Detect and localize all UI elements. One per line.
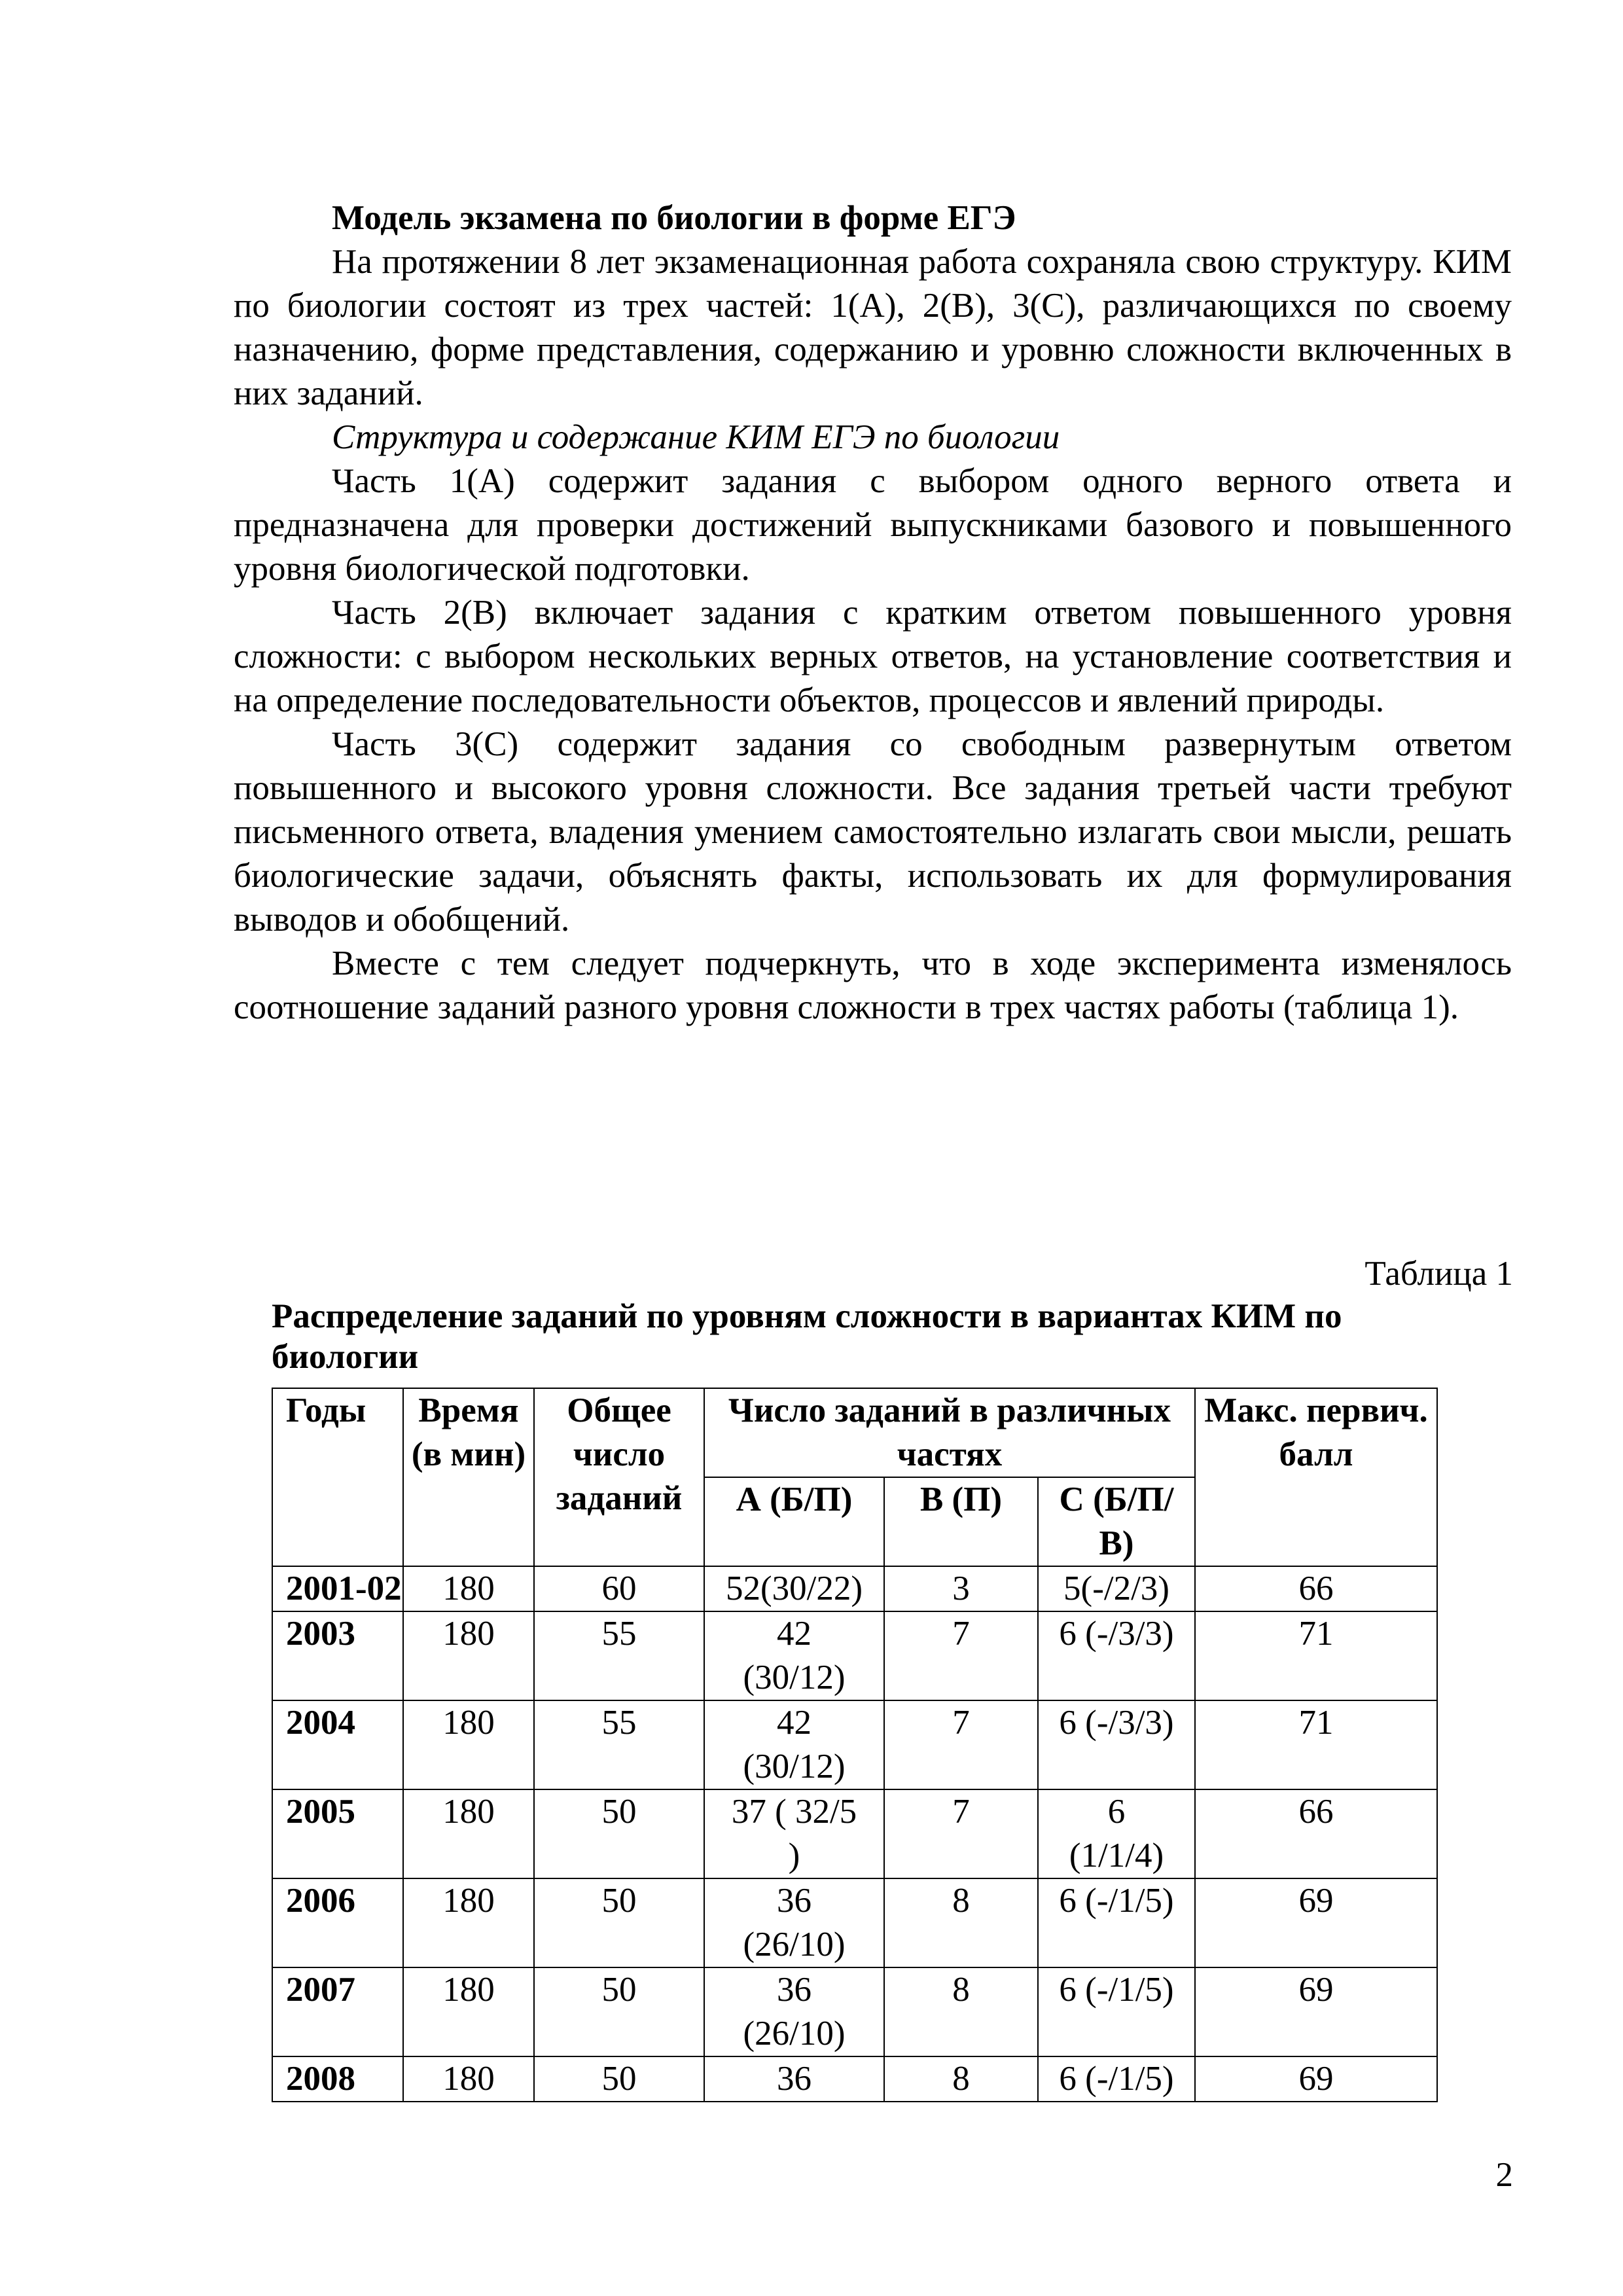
cell-total: 55 (534, 1700, 704, 1789)
paragraph-5: Вместе с тем следует подчеркнуть, что в ходе эксперимента изменялось соотношение заданий разного уровня сложности в трех частях работы (таблица 1). (234, 944, 1512, 1026)
cell-time: 180 (403, 1611, 534, 1700)
header-years: Годы (272, 1388, 403, 1566)
cell-year: 2007 (272, 1967, 403, 2056)
cell-time: 180 (403, 1566, 534, 1611)
cell-part-c-line1: 6 (-/3/3) (1059, 1704, 1174, 1742)
cell-time: 180 (403, 2056, 534, 2102)
cell-time: 180 (403, 1789, 534, 1878)
cell-year: 2003 (272, 1611, 403, 1700)
paragraph-3: Часть 2(В) включает задания с кратким ответом повышенного уровня сложности: с выбором нескольких верных ответов, на установление соответствия и на определение последовательности объектов, процессов и явлений природы. (234, 594, 1512, 719)
cell-part-b: 8 (884, 1967, 1038, 2056)
paragraph-1: На протяжении 8 лет экзаменационная работа сохраняла свою структуру. КИМ по биологии состоят из трех частей: 1(А), 2(В), 3(С), различающихся по своему назначению, форме представления, содержанию и уровню сложности включенных в них заданий. (234, 243, 1512, 412)
table-label: Таблица 1 (1364, 1255, 1513, 1293)
cell-part-a-line1: 52(30/22) (725, 1570, 863, 1607)
cell-part-a-line2: ) (788, 1837, 800, 1874)
section-subtitle: Структура и содержание КИМ ЕГЭ по биологии (332, 418, 1060, 456)
cell-part-a-line1: 37 ( 32/5 (731, 1793, 857, 1831)
table-row (272, 1611, 1437, 1700)
cell-score: 71 (1195, 1700, 1437, 1789)
cell-part-a (704, 1789, 884, 1878)
paragraph-2: Часть 1(А) содержит задания с выбором одного верного ответа и предназначена для проверки достижений выпускниками базового и повышенного уровня биологической подготовки. (234, 462, 1512, 588)
page-number: 2 (1495, 2156, 1513, 2194)
cell-part-a-line1: 36 (777, 1882, 812, 1920)
table-caption: Распределение заданий по уровням сложности в вариантах КИМ по биологии (272, 1297, 1342, 1376)
cell-total: 60 (534, 1566, 704, 1611)
cell-part-a-line2: (30/12) (743, 1748, 846, 1785)
cell-part-c-line1: 6 (-/1/5) (1059, 2060, 1174, 2098)
cell-time: 180 (403, 1700, 534, 1789)
table-row (272, 2056, 1437, 2102)
header-max-score: Макс. первич. балл (1195, 1388, 1437, 1566)
cell-part-b: 8 (884, 1878, 1038, 1967)
header-total: Общее число заданий (534, 1388, 704, 1566)
cell-part-c-line2: (1/1/4) (1069, 1837, 1164, 1874)
header-part-a: А (Б/П) (704, 1477, 884, 1566)
paragraph-4: Часть 3(С) содержит задания со свободным развернутым ответом повышенного и высокого уровня сложности. Все задания третьей части требуют письменного ответа, владения умением самостоятельно излагать свои мысли, решать биологические задачи, объяснять факты, использовать их для формулирования выводов и обобщений. (234, 725, 1512, 939)
cell-part-c-line1: 6 (-/3/3) (1059, 1615, 1174, 1653)
cell-part-c (1038, 1878, 1195, 1967)
cell-year: 2008 (272, 2056, 403, 2102)
cell-score: 71 (1195, 1611, 1437, 1700)
header-parts: Число заданий в различных частях (704, 1388, 1195, 1477)
cell-part-a-line2: (26/10) (743, 1926, 846, 1964)
cell-year: 2006 (272, 1878, 403, 1967)
table-row (272, 1566, 1437, 1611)
cell-total: 50 (534, 1967, 704, 2056)
cell-part-a (704, 1967, 884, 2056)
cell-time: 180 (403, 1878, 534, 1967)
cell-part-a (704, 1566, 884, 1611)
cell-score: 69 (1195, 1878, 1437, 1967)
cell-part-a-line1: 42 (777, 1704, 812, 1742)
table-header-row (272, 1388, 1437, 1477)
cell-part-c (1038, 1789, 1195, 1878)
cell-part-a-line1: 36 (777, 1971, 812, 2009)
cell-part-b: 7 (884, 1611, 1038, 1700)
cell-time: 180 (403, 1967, 534, 2056)
cell-part-c (1038, 1566, 1195, 1611)
header-part-c: С (Б/П/В) (1038, 1477, 1195, 1566)
cell-part-c (1038, 1611, 1195, 1700)
cell-part-c (1038, 2056, 1195, 2102)
cell-part-c-line1: 6 (-/1/5) (1059, 1882, 1174, 1920)
cell-part-b: 7 (884, 1789, 1038, 1878)
table-row (272, 1967, 1437, 2056)
cell-year: 2001-02 (272, 1566, 403, 1611)
header-part-b: В (П) (884, 1477, 1038, 1566)
cell-part-c-line1: 6 (-/1/5) (1059, 1971, 1174, 2009)
cell-part-a (704, 1611, 884, 1700)
table-row (272, 1878, 1437, 1967)
cell-total: 50 (534, 1789, 704, 1878)
cell-score: 69 (1195, 2056, 1437, 2102)
cell-year: 2004 (272, 1700, 403, 1789)
cell-part-b: 3 (884, 1566, 1038, 1611)
document-title: Модель экзамена по биологии в форме ЕГЭ (332, 199, 1016, 237)
table-row (272, 1789, 1437, 1878)
cell-part-a-line2: (26/10) (743, 2015, 846, 2053)
cell-part-a (704, 1878, 884, 1967)
cell-part-a-line2: (30/12) (743, 1659, 846, 1696)
cell-part-a (704, 1700, 884, 1789)
cell-part-a-line1: 36 (777, 2060, 812, 2098)
cell-part-b: 8 (884, 2056, 1038, 2102)
cell-part-b: 7 (884, 1700, 1038, 1789)
cell-score: 66 (1195, 1566, 1437, 1611)
cell-year: 2005 (272, 1789, 403, 1878)
cell-total: 50 (534, 1878, 704, 1967)
cell-part-a (704, 2056, 884, 2102)
table-row (272, 1700, 1437, 1789)
difficulty-table (272, 1388, 1438, 2102)
cell-score: 66 (1195, 1789, 1437, 1878)
cell-part-c-line1: 6 (1107, 1793, 1126, 1831)
cell-part-c (1038, 1967, 1195, 2056)
header-time: Время (в мин) (403, 1388, 534, 1566)
body-text (234, 196, 1512, 1030)
cell-part-c-line1: 5(-/2/3) (1063, 1570, 1169, 1607)
cell-part-a-line1: 42 (777, 1615, 812, 1653)
cell-score: 69 (1195, 1967, 1437, 2056)
cell-part-c (1038, 1700, 1195, 1789)
cell-total: 55 (534, 1611, 704, 1700)
cell-total: 50 (534, 2056, 704, 2102)
